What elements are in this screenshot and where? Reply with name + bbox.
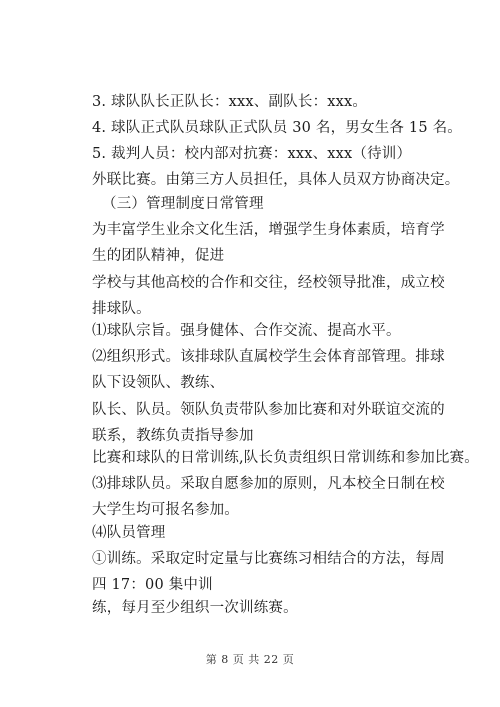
paragraph-external-matches: 外联比赛。由第三方人员担任，具体人员双方协商决定。 bbox=[92, 172, 460, 188]
section-heading-management: （三）管理制度日常管理 bbox=[102, 196, 264, 212]
paragraph-roles: 队长、队员。领队负责带队参加比赛和对外联谊交流的联系，教练负责指导参加 bbox=[92, 402, 445, 444]
paragraph-training-duties: 比赛和球队的日常训练,队长负责组织日常训练和参加比赛。 bbox=[92, 450, 480, 466]
paragraph-captain: 3. 球队队长正队长：xxx、副队长：xxx。 bbox=[92, 94, 368, 110]
paragraph-team-members: 4. 球队正式队员球队正式队员 30 名，男女生各 15 名。 bbox=[92, 120, 462, 136]
paragraph-players: ⑶排球队员。采取自愿参加的原则，凡本校全日制在校大学生均可报名参加。 bbox=[92, 476, 445, 518]
page-number-footer: 第 8 页 共 22 页 bbox=[205, 653, 295, 666]
paragraph-approval: 学校与其他高校的合作和交往，经校领导批准，成立校排球队。 bbox=[92, 275, 445, 317]
paragraph-member-management: ⑷队员管理 bbox=[92, 525, 166, 541]
paragraph-training-schedule: ①训练。采取定时定量与比赛练习相结合的方法，每周四 17：00 集中训 bbox=[92, 551, 445, 593]
paragraph-referees: 5. 裁判人员：校内部对抗赛：xxx、xxx（待训） bbox=[92, 146, 412, 162]
paragraph-training-matches: 练，每月至少组织一次训练赛。 bbox=[92, 600, 298, 616]
paragraph-team-aim: ⑴球队宗旨。强身健体、合作交流、提高水平。 bbox=[92, 323, 401, 339]
paragraph-purpose: 为丰富学生业余文化生活，增强学生身体素质，培育学生的团队精神，促进 bbox=[92, 222, 445, 264]
paragraph-organization: ⑵组织形式。该排球队直属校学生会体育部管理。排球队下设领队、教练、 bbox=[92, 349, 445, 391]
